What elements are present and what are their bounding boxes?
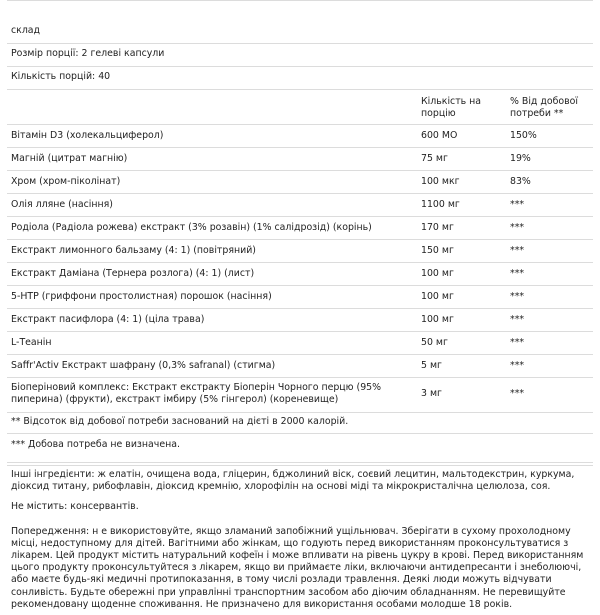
ingredient-daily-value: ***	[510, 268, 525, 279]
column-header-daily-value: % Від добової потреби **	[510, 96, 578, 119]
table-row	[7, 240, 593, 263]
ingredient-daily-value: ***	[510, 337, 525, 348]
ingredient-amount: 5 мг	[421, 360, 442, 371]
ingredient-name: 5-HTP (гриффони простолистная) порошок (насіння)	[11, 291, 272, 302]
ingredient-amount: 100 мг	[421, 291, 454, 302]
ingredient-amount: 100 мкг	[421, 176, 460, 187]
ingredient-amount: 50 мг	[421, 337, 448, 348]
ingredient-amount: 100 мг	[421, 314, 454, 325]
not-established-footnote: *** Добова потреба не визначена.	[11, 439, 180, 450]
table-row	[7, 355, 593, 378]
ingredient-amount: 75 мг	[421, 153, 448, 164]
ingredient-name: Родіола (Радіола рожева) екстракт (3% розавін) (1% салідрозід) (корінь)	[11, 222, 372, 233]
ingredient-daily-value: ***	[510, 245, 525, 256]
ingredient-name: Екстракт лимонного бальзаму (4: 1) (повітряний)	[11, 245, 256, 256]
ingredient-amount: 100 мг	[421, 268, 454, 279]
daily-value-footnote: ** Відсоток від добової потреби заснований на дієті в 2000 калорій.	[11, 416, 349, 427]
ingredient-amount: 1100 мг	[421, 199, 460, 210]
serving-size: Розмір порції: 2 гелеві капсули	[11, 48, 165, 59]
table-row	[7, 194, 593, 217]
ingredient-name: Магній (цитрат магнію)	[11, 153, 128, 164]
ingredient-name: Екстракт пасифлора (4: 1) (ціла трава)	[11, 314, 205, 325]
other-ingredients: Інші інгредієнти: ж елатін, очищена вода, гліцерин, бджолиний віск, соєвий лецитин, мальтодекстрин, куркума, діоксид титану, рибофлавін, діоксид кремнію, хлорофілін на основі міді та мікрокристалічна целюлоза, соя.	[11, 469, 575, 493]
table-row	[7, 125, 593, 148]
ingredient-name: L-Теанін	[11, 337, 52, 348]
ingredient-name: Saffr'Activ Екстракт шафрану (0,3% safranal) (стигма)	[11, 360, 276, 371]
table-row	[7, 378, 593, 413]
ingredient-daily-value: ***	[510, 314, 525, 325]
table-row	[7, 171, 593, 194]
footnote-row	[7, 413, 593, 434]
ingredient-daily-value: ***	[510, 222, 525, 233]
servings-row	[7, 67, 593, 90]
ingredient-amount: 600 МО	[421, 130, 458, 141]
table-row	[7, 263, 593, 286]
ingredient-daily-value: 83%	[510, 176, 531, 187]
servings-count: Кількість порцій: 40	[11, 71, 111, 82]
ingredient-daily-value: ***	[510, 199, 525, 210]
serving-size-row	[7, 44, 593, 67]
table-row	[7, 148, 593, 171]
ingredient-daily-value: ***	[510, 291, 525, 302]
ingredient-amount: 170 мг	[421, 222, 454, 233]
table-row	[7, 286, 593, 309]
table-row	[7, 217, 593, 240]
section-title: склад	[11, 25, 41, 36]
ingredient-name: Олія лляне (насіння)	[11, 199, 113, 210]
ingredient-name: Біоперіновий комплекс: Екстракт екстракту Біоперін Чорного перцю (95% пиперина) (фрукти), екстракт імбиру (5% гінгерол) (кореневище)	[11, 382, 382, 405]
ingredient-daily-value: 19%	[510, 153, 531, 164]
table-header-row	[7, 90, 593, 125]
ingredient-daily-value: ***	[510, 360, 525, 371]
ingredient-name: Екстракт Даміана (Тернера розлога) (4: 1) (лист)	[11, 268, 255, 279]
ingredient-daily-value: ***	[510, 388, 525, 399]
warning-text: Попередження: н е використовуйте, якщо зламаний запобіжний ущільнювач. Зберігати в сухому прохолодному місці, недоступному для дітей. Вагітними або жінкам, що годують перед використанням проконсультуватися з лікарем. Цей продукт містить натуральний кофеїн і може впливати на рівень цукру в крові. Перед використанням цього продукту проконсультуйтеся з лікарем, якщо ви приймаєте ліки, включаючи антидепресанти і знеболюючі, або маєте будь-які медичні протипоказання, в тому числі розлади травлення. Деякі люди можуть відчувати сонливість. Будьте обережні при управлінні транспортним засобом або діючим обладнанням. Не перевищуйте рекомендовану щоденне споживання. Не призначено для використання особами молодше 18 років.	[11, 525, 584, 610]
ingredient-name: Вітамін D3 (холекальциферол)	[11, 130, 164, 141]
footnote-row	[7, 434, 593, 463]
title-row	[7, 0, 593, 44]
ingredient-amount: 150 мг	[421, 245, 454, 256]
table-row	[7, 332, 593, 355]
ingredient-name: Хром (хром-піколінат)	[11, 176, 121, 187]
table-row	[7, 309, 593, 332]
no-preservatives: Не містить: консервантів.	[11, 501, 139, 513]
divider	[7, 463, 593, 466]
ingredient-amount: 3 мг	[421, 388, 442, 399]
column-header-amount: Кількість на порцію	[421, 96, 482, 119]
ingredient-daily-value: 150%	[510, 130, 537, 141]
